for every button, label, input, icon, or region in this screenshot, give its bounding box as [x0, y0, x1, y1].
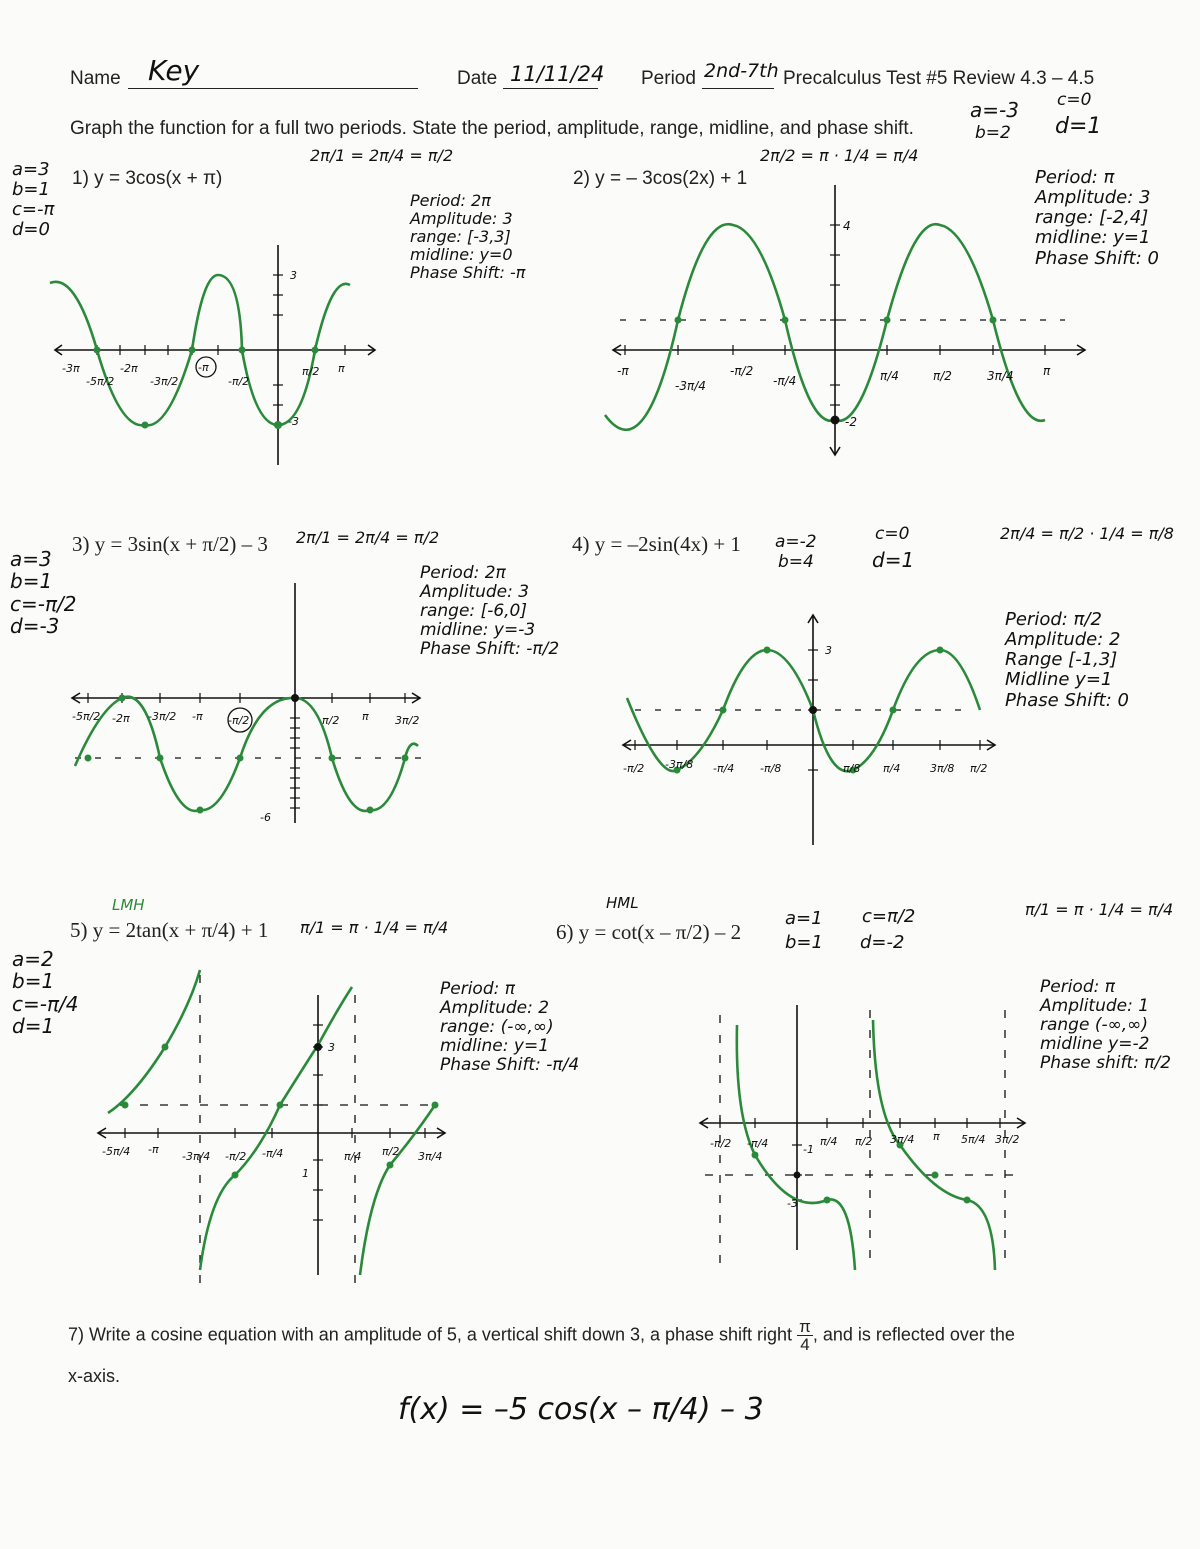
- axis-label: -π/2: [623, 762, 645, 775]
- axis-label: π/2: [933, 369, 952, 383]
- axis-label: -3π/8: [665, 758, 694, 771]
- axis-label: π: [1043, 364, 1051, 378]
- answer-phase-shift: Phase Shift: -π/2: [420, 639, 560, 660]
- problem-2-label: 2) y = – 3cos(2x) + 1: [573, 168, 748, 189]
- axis-label: -3π/4: [675, 379, 706, 393]
- answer-amplitude: Amplitude: 1: [1040, 996, 1150, 1017]
- problem-1-params: [12, 160, 54, 241]
- param-d: d=1: [12, 1014, 55, 1039]
- problem-6-tag: HML: [606, 894, 639, 912]
- date-label: Date: [457, 68, 498, 89]
- problem-3-period-work: 2π/1 = 2π/4 = π/2: [296, 528, 440, 547]
- answer-range: Range [-1,3]: [1005, 649, 1118, 671]
- problem-5-label: 5) y = 2tan(x + π/4) + 1: [70, 918, 269, 942]
- problem-6-param-c: c=π/2: [862, 906, 916, 927]
- axis-label: π/2: [970, 762, 988, 775]
- name-label: Name: [70, 68, 121, 89]
- page-title: Precalculus Test #5 Review 4.3 – 4.5: [783, 68, 1095, 89]
- problem-4-period-work: 2π/4 = π/2 · 1/4 = π/8: [1000, 524, 1174, 543]
- answer-phase-shift: Phase Shift: -π/4: [440, 1055, 580, 1076]
- problem-1-answers: [410, 192, 525, 282]
- y-label: -6: [260, 811, 271, 824]
- problem-5-answers: [440, 980, 579, 1075]
- problem-6-period-work: π/1 = π · 1/4 = π/4: [1025, 900, 1174, 919]
- axis-label: -π/2: [228, 375, 250, 388]
- problem-4-param-b: b=4: [778, 552, 814, 572]
- answer-period: Period: π: [1040, 977, 1115, 997]
- axis-label: π: [338, 362, 345, 375]
- axis-label: -π: [148, 1143, 159, 1156]
- param-a: a=3: [12, 159, 50, 180]
- answer-midline: midline: y=1: [1035, 227, 1151, 249]
- problem-1-period-work: 2π/1 = 2π/4 = π/2: [310, 146, 454, 165]
- answer-range: range: [-6,0]: [420, 601, 527, 622]
- graph-2: [595, 180, 1095, 460]
- axis-label: -2π: [112, 712, 130, 725]
- period-line: [702, 88, 774, 89]
- axis-label: -π/2: [730, 364, 754, 378]
- axis-label: 3π/8: [930, 762, 955, 775]
- period-label: Period: [641, 68, 696, 89]
- axis-label: -1: [803, 1143, 814, 1156]
- axis-label: -π/8: [760, 762, 782, 775]
- axis-label: -π: [198, 361, 209, 374]
- axis-label: π/2: [322, 714, 340, 727]
- axis-label: -5π/2: [86, 375, 115, 388]
- answer-phase-shift: Phase Shift: 0: [1035, 247, 1159, 269]
- problem-7-text-line2: x-axis.: [68, 1366, 121, 1386]
- answer-phase-shift: Phase Shift: 0: [1005, 689, 1129, 711]
- param-b: b=1: [12, 179, 50, 201]
- problem-7-text-part1: 7) Write a cosine equation with an amplitude of 5, a vertical shift down 3, a phase shift right: [68, 1324, 793, 1345]
- axis-label: -5π/4: [102, 1145, 131, 1158]
- problem-6-label: 6) y = cot(x – π/2) – 2: [556, 920, 742, 944]
- axis-label: -3π: [62, 362, 80, 375]
- axis-label: 3π/4: [418, 1150, 443, 1163]
- graph-5: [90, 965, 460, 1295]
- problem-7-text-part2: , and is reflected over the: [812, 1324, 1015, 1345]
- problem-6-param-d: d=-2: [860, 932, 905, 953]
- problem-5-tag: LMH: [112, 896, 145, 914]
- answer-period: Period: π/2: [1005, 609, 1102, 630]
- axis-label: 5π/4: [961, 1133, 986, 1146]
- date-line: [503, 88, 598, 89]
- axis-label: -3π/2: [150, 375, 179, 388]
- problem-4-param-c: c=0: [875, 524, 910, 544]
- axis-label: -2π: [120, 362, 138, 375]
- fraction-denominator: 4: [800, 1335, 810, 1354]
- date-value[interactable]: 11/11/24: [510, 62, 605, 86]
- axis-label: π/4: [820, 1135, 838, 1148]
- answer-midline: midline y=-2: [1040, 1034, 1150, 1055]
- answer-amplitude: Amplitude: 2: [440, 998, 550, 1019]
- axis-label: π/4: [880, 369, 899, 383]
- problem-6-param-b: b=1: [785, 932, 823, 953]
- axis-label: 3π/4: [987, 369, 1014, 383]
- axis-label: π/2: [382, 1145, 400, 1158]
- axis-label: -π/4: [773, 374, 797, 388]
- axis-label: -3π/4: [182, 1150, 211, 1163]
- name-value[interactable]: Key: [148, 54, 200, 87]
- axis-label: π/8: [843, 762, 861, 775]
- y-label: -3: [787, 1197, 798, 1210]
- answer-range: range: [-2,4]: [1035, 207, 1149, 229]
- problem-6-answers: [1040, 978, 1171, 1073]
- y-label: -3: [288, 415, 299, 428]
- answer-amplitude: Amplitude: 3: [1035, 187, 1151, 209]
- param-a: a=2: [12, 947, 54, 971]
- axis-label: 3π/2: [995, 1133, 1020, 1146]
- axis-label: -π/2: [225, 1150, 247, 1163]
- param-c: c=-π/2: [10, 591, 77, 616]
- axis-label: -π/4: [713, 762, 735, 775]
- problem-4-param-d: d=1: [872, 548, 915, 572]
- param-b: b=1: [10, 569, 53, 594]
- problem-4-param-a: a=-2: [775, 532, 817, 552]
- problem-3-label: 3) y = 3sin(x + π/2) – 3: [72, 532, 268, 556]
- axis-label: -5π/2: [72, 710, 101, 723]
- y-label: 1: [302, 1167, 309, 1180]
- axis-label: π/4: [883, 762, 901, 775]
- answer-midline: midline: y=0: [410, 244, 513, 264]
- answer-period: Period: π: [1035, 167, 1115, 188]
- problem-1-label: 1) y = 3cos(x + π): [72, 168, 223, 189]
- problem-2-period-work: 2π/2 = π · 1/4 = π/4: [760, 146, 919, 165]
- top-note-c: c=0: [1057, 90, 1092, 110]
- axis-label: -π/2: [228, 714, 250, 727]
- answer-phase-shift: Phase shift: π/2: [1040, 1053, 1172, 1074]
- axis-label: -π: [192, 710, 203, 723]
- axis-label: -π/2: [710, 1137, 732, 1150]
- answer-midline: midline: y=-3: [420, 620, 536, 641]
- param-d: d=-3: [10, 614, 60, 639]
- answer-midline: midline: y=1: [440, 1036, 550, 1057]
- axis-label: π: [362, 710, 369, 723]
- answer-range: range: [-3,3]: [410, 226, 511, 246]
- y-label: 4: [843, 219, 851, 233]
- graph-4: [615, 610, 1005, 850]
- problem-7-text: [68, 1318, 1015, 1353]
- y-label: 3: [825, 644, 832, 657]
- answer-period: Period: 2π: [420, 563, 506, 583]
- graph-3: [60, 578, 440, 838]
- axis-label: π/2: [855, 1135, 873, 1148]
- graph-1: [40, 235, 390, 475]
- problem-6-param-a: a=1: [785, 908, 823, 929]
- problem-3-answers: [420, 564, 559, 659]
- param-c: c=-π: [12, 199, 55, 221]
- answer-period: Period: 2π: [410, 191, 491, 210]
- answer-amplitude: Amplitude: 3: [420, 582, 530, 603]
- instructions: Graph the function for a full two periods. State the period, amplitude, range, midline, and phase shift.: [70, 118, 914, 139]
- answer-amplitude: Amplitude: 2: [1005, 629, 1121, 651]
- axis-label: -π/4: [262, 1147, 284, 1160]
- top-note-a: a=-3: [970, 98, 1019, 122]
- top-note-d: d=1: [1055, 114, 1102, 139]
- axis-label: -3π/2: [148, 710, 177, 723]
- problem-5-period-work: π/1 = π · 1/4 = π/4: [300, 918, 449, 937]
- answer-midline: Midline y=1: [1005, 669, 1113, 691]
- graph-6: [695, 995, 1035, 1280]
- axis-label: -π/4: [747, 1137, 769, 1150]
- axis-label: π: [933, 1130, 940, 1143]
- param-b: b=1: [12, 969, 55, 994]
- answer-range: range (-∞,∞): [1040, 1015, 1148, 1036]
- answer-period: Period: π: [440, 979, 515, 999]
- problem-7-answer: f(x) = –5 cos(x – π/4) – 3: [398, 1392, 764, 1427]
- answer-amplitude: Amplitude: 3: [410, 208, 513, 228]
- param-d: d=0: [12, 219, 50, 241]
- axis-label: 3π/4: [890, 1133, 915, 1146]
- axis-label: π/2: [302, 365, 320, 378]
- pi-over-4-fraction: [797, 1318, 813, 1353]
- y-label: -2: [845, 415, 857, 429]
- fraction-numerator: π: [799, 1317, 811, 1336]
- axis-label: 3π/2: [395, 714, 420, 727]
- axis-label: -π: [617, 364, 629, 378]
- name-line: [128, 88, 418, 89]
- param-c: c=-π/4: [12, 991, 79, 1016]
- y-label: 3: [328, 1041, 335, 1054]
- problem-4-label: 4) y = –2sin(4x) + 1: [572, 532, 741, 556]
- top-note-b: b=2: [975, 123, 1011, 143]
- axis-label: π/4: [344, 1150, 362, 1163]
- y-label: 3: [290, 269, 297, 282]
- period-value[interactable]: 2nd-7th: [704, 60, 779, 82]
- answer-phase-shift: Phase Shift: -π: [410, 262, 526, 282]
- param-a: a=3: [10, 547, 52, 571]
- problem-4-answers: [1005, 610, 1129, 711]
- answer-range: range: (-∞,∞): [440, 1017, 554, 1038]
- problem-5-params: [12, 948, 78, 1038]
